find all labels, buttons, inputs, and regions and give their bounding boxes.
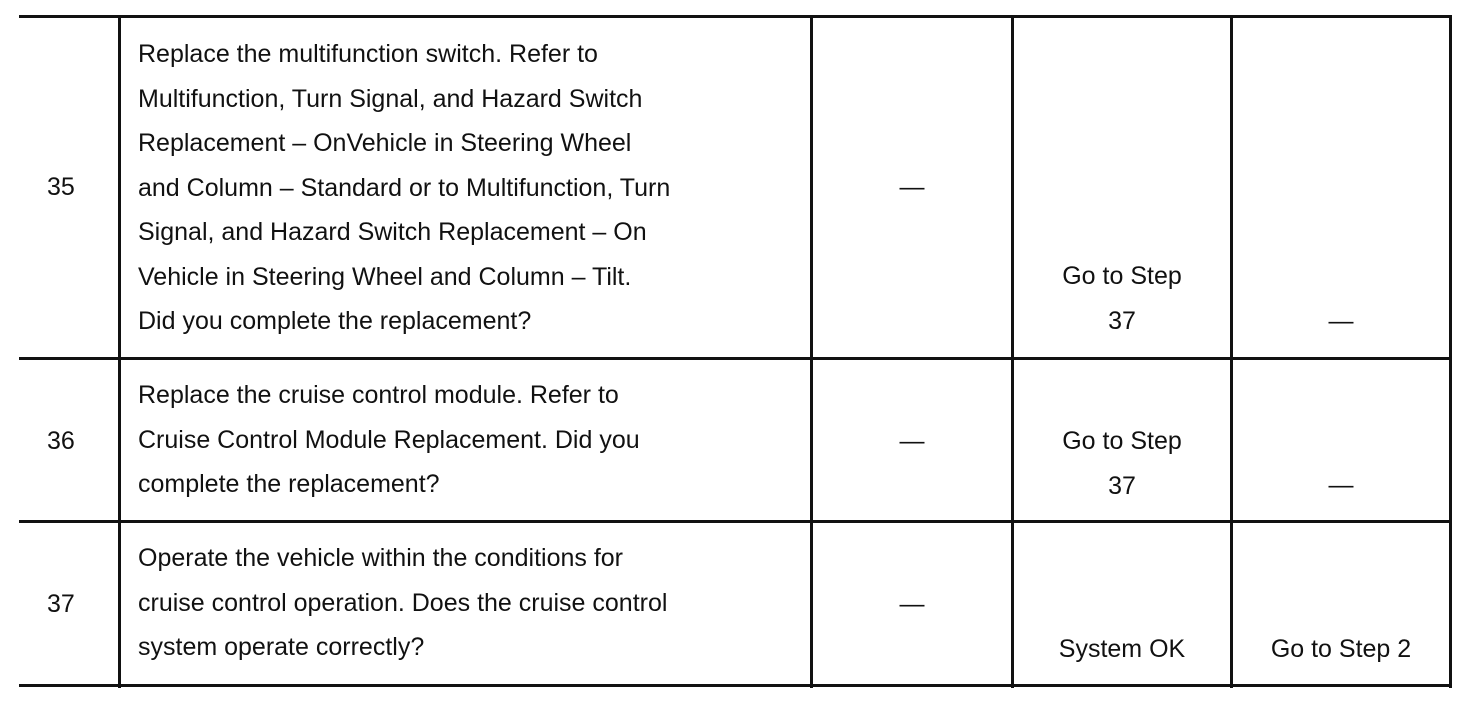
action-line: Replace the cruise control module. Refer to (138, 381, 619, 409)
table-rule-row-35 (19, 357, 1452, 360)
column-divider-yes (1230, 15, 1233, 688)
table-rule-top (19, 15, 1452, 18)
action-text (138, 536, 667, 670)
column-divider-step (118, 15, 121, 688)
yes-result (1014, 254, 1230, 343)
yes-result-line: Go to Step (1062, 427, 1182, 455)
procedure-table (19, 15, 1452, 685)
no-result: — (1328, 307, 1354, 335)
value-cell: — (899, 173, 925, 201)
table-rule-bottom (19, 684, 1452, 687)
step-number: 37 (47, 590, 75, 618)
no-result: — (1328, 471, 1354, 499)
action-line: Did you complete the replacement? (138, 307, 532, 335)
action-line: complete the replacement? (138, 470, 440, 498)
yes-result (1014, 627, 1230, 672)
yes-result (1014, 419, 1230, 508)
action-line: Multifunction, Turn Signal, and Hazard Switch (138, 84, 643, 113)
action-line: and Column – Standard or to Multifunction, Turn (138, 173, 671, 202)
action-line: system operate correctly? (138, 633, 425, 661)
action-line: cruise control operation. Does the cruise control (138, 588, 668, 617)
value-cell: — (899, 590, 925, 618)
action-line: Vehicle in Steering Wheel and Column – Tilt. (138, 262, 632, 291)
action-line: Cruise Control Module Replacement. Did you (138, 425, 640, 454)
yes-result-line: System OK (1058, 635, 1186, 663)
action-line: Replacement – OnVehicle in Steering Wheel (138, 129, 632, 157)
action-line: Operate the vehicle within the conditions for (138, 544, 623, 572)
action-text (138, 32, 670, 344)
value-cell: — (899, 427, 925, 455)
yes-result-line: Go to Step (1062, 262, 1182, 290)
table-rule-row-36 (19, 520, 1452, 523)
step-number: 36 (47, 427, 75, 455)
no-result: Go to Step 2 (1270, 635, 1412, 663)
action-line: Replace the multifunction switch. Refer to (138, 40, 598, 68)
yes-result-line: 37 (1108, 306, 1136, 335)
column-divider-right (1449, 15, 1452, 688)
step-number: 35 (47, 173, 75, 201)
action-line: Signal, and Hazard Switch Replacement – On (138, 218, 647, 246)
action-text (138, 373, 640, 507)
yes-result-line: 37 (1108, 471, 1136, 500)
column-divider-value (1011, 15, 1014, 688)
